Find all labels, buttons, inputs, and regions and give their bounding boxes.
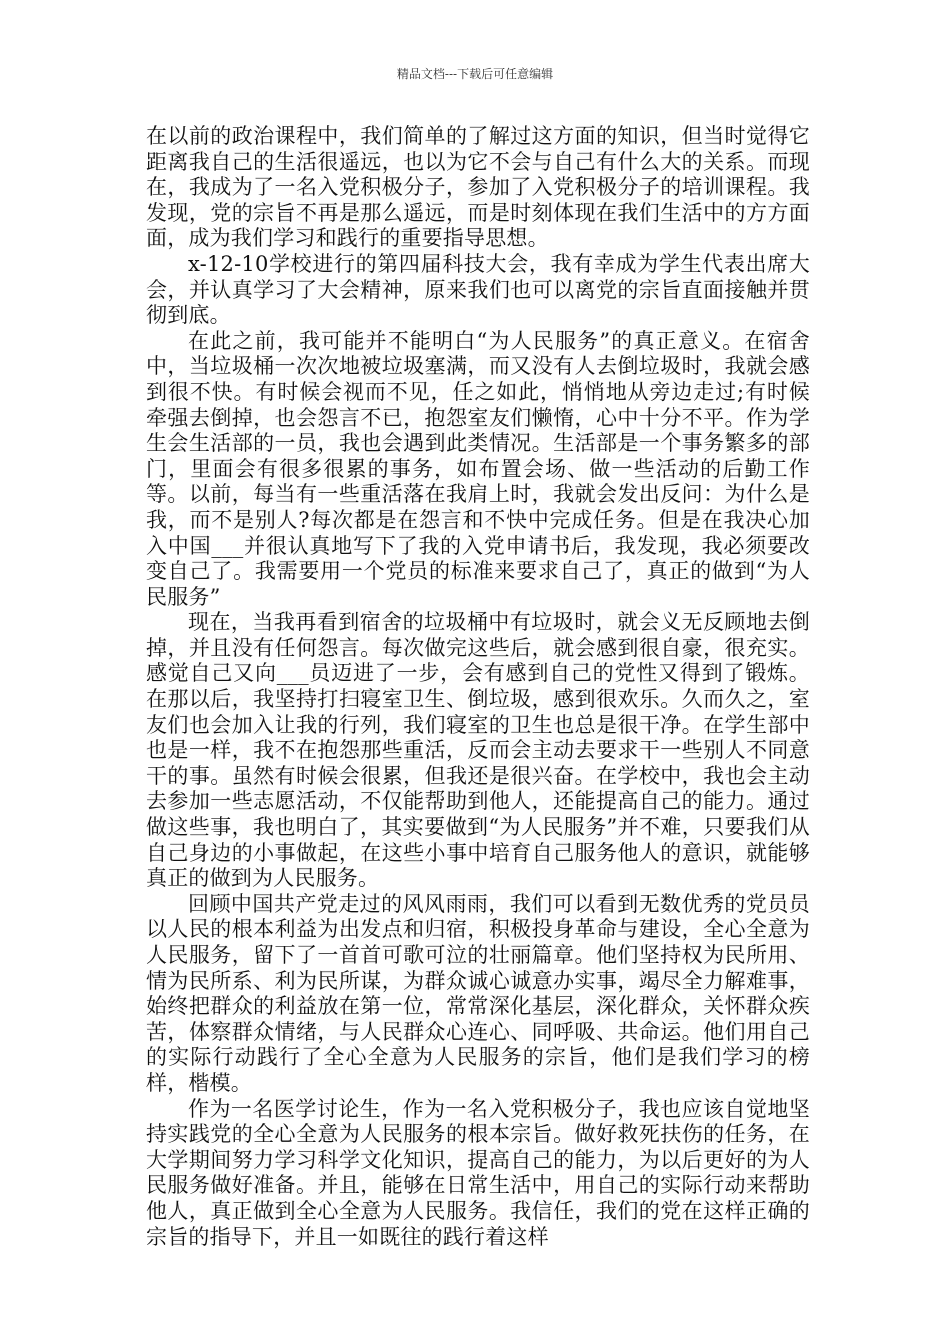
paragraph: x-12-10学校进行的第四届科技大会，我有幸成为学生代表出席大会，并认真学习了大会精神，原来我们也可以离党的宗旨直面接触并贯彻到底。 bbox=[146, 251, 810, 328]
paragraph: 回顾中国共产党走过的风风雨雨，我们可以看到无数优秀的党员员以人民的根本利益为出发点和归宿，积极投身革命与建设，全心全意为人民服务，留下了一首首可歌可泣的壮丽篇章。他们坚持权为民所用、情为民所系、利为民所谋，为群众诚心诚意办实事，竭尽全力解难事，始终把群众的利益放在第一位，常常深化基层，深化群众，关怀群众疾苦，体察群众情绪，与人民群众心连心、同呼吸、共命运。他们用自己的实际行动践行了全心全意为人民服务的宗旨，他们是我们学习的榜样，楷模。 bbox=[146, 891, 810, 1095]
paragraph: 现在，当我再看到宿舍的垃圾桶中有垃圾时，就会义无反顾地去倒掉，并且没有任何怨言。每次做完这些后，就会感到很自豪，很充实。感觉自己又向___员迈进了一步，会有感到自己的党性又得到了锻炼。在那以后，我坚持打扫寝室卫生、倒垃圾，感到很欢乐。久而久之，室友们也会加入让我的行列，我们寝室的卫生也总是很干净。在学生部中也是一样，我不在抱怨那些重活，反而会主动去要求干一些别人不同意干的事。虽然有时候会很累，但我还是很兴奋。在学校中，我也会主动去参加一些志愿活动，不仅能帮助到他人，还能提高自己的能力。通过做这些事，我也明白了，其实要做到“为人民服务”并不难，只要我们从自己身边的小事做起，在这些小事中培育自己服务他人的意识，就能够真正的做到为人民服务。 bbox=[146, 610, 810, 891]
paragraph: 在以前的政治课程中，我们简单的了解过这方面的知识，但当时觉得它距离我自己的生活很遥远，也以为它不会与自己有什么大的关系。而现在，我成为了一名入党积极分子，参加了入党积极分子的培训课程。我发现，党的宗旨不再是那么遥远，而是时刻体现在我们生活中的方方面面，成为我们学习和践行的重要指导思想。 bbox=[146, 124, 810, 251]
paragraph: 在此之前，我可能并不能明白“为人民服务”的真正意义。在宿舍中，当垃圾桶一次次地被垃圾塞满，而又没有人去倒垃圾时，我就会感到很不快。有时候会视而不见，任之如此，悄悄地从旁边走过;有时候牵强去倒掉，也会怨言不已，抱怨室友们懒惰，心中十分不平。作为学生会生活部的一员，我也会遇到此类情况。生活部是一个事务繁多的部门，里面会有很多很累的事务，如布置会场、做一些活动的后勤工作等。以前，每当有一些重活落在我肩上时，我就会发出反问：为什么是我，而不是别人?每次都是在怨言和不快中完成任务。但是在我决心加入中国___并很认真地写下了我的入党申请书后，我发现，我必须要改变自己了。我需要用一个党员的标准来要求自己了，真正的做到“为人民服务” bbox=[146, 328, 810, 609]
paragraph: 作为一名医学讨论生，作为一名入党积极分子，我也应该自觉地坚持实践党的全心全意为人民服务的根本宗旨。做好救死扶伤的任务，在大学期间努力学习科学文化知识，提高自己的能力，为以后更好的为人民服务做好准备。并且，能够在日常生活中，用自己的实际行动来帮助他人，真正做到全心全意为人民服务。我信任，我们的党在这样正确的宗旨的指导下，并且一如既往的践行着这样 bbox=[146, 1096, 810, 1249]
page-header: 精品文档---下载后可任意编辑 bbox=[396, 67, 554, 81]
document-body bbox=[146, 124, 810, 1250]
